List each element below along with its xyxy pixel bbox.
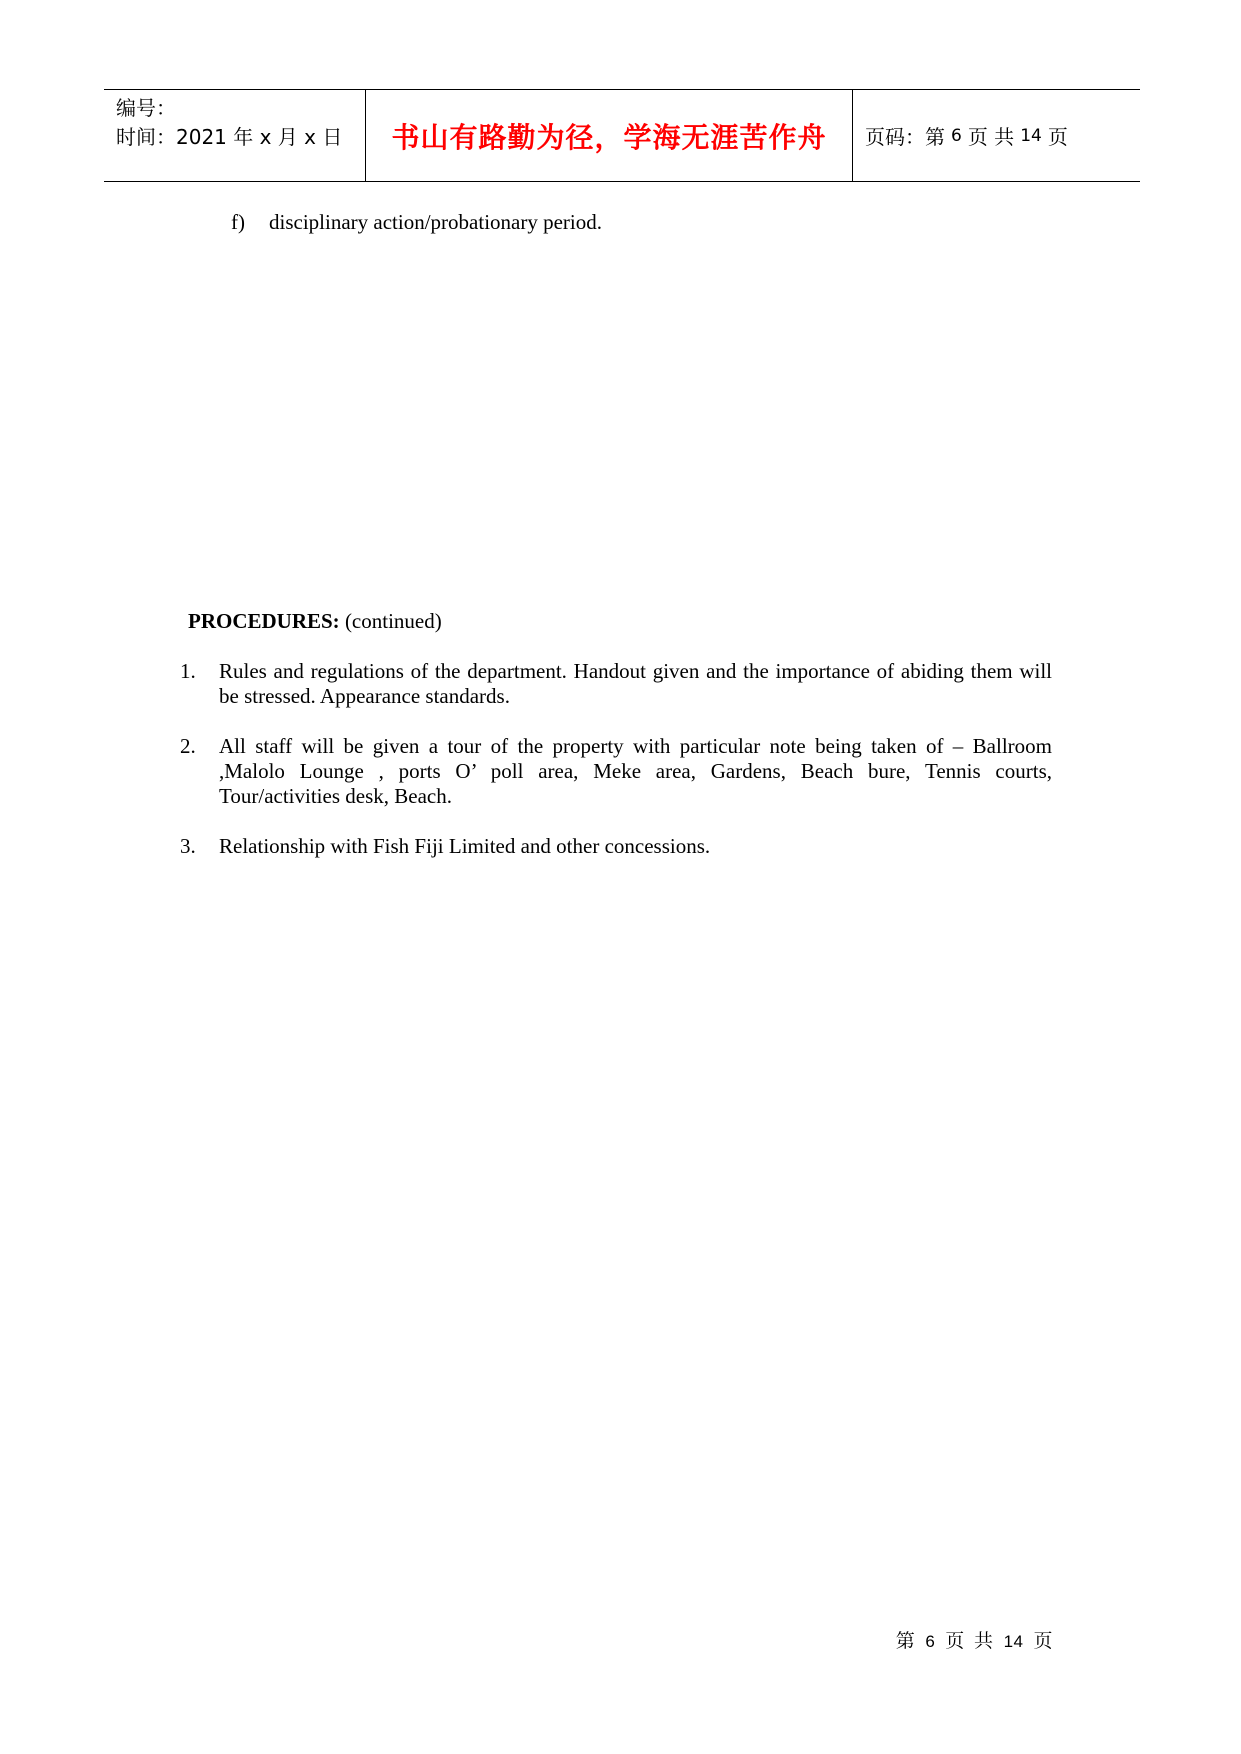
procedures-heading-rest: (continued) bbox=[339, 609, 442, 633]
list-item-marker: f) bbox=[231, 210, 245, 234]
footer-total-number: 14 bbox=[1003, 1632, 1024, 1651]
page-total-number: 14 bbox=[1020, 125, 1042, 146]
list-item-text: disciplinary action/probationary period. bbox=[269, 210, 602, 234]
procedure-text: Rules and regulations of the department. Handout given and the importance of abiding them will be stressed. Appearance standards. bbox=[219, 659, 1052, 708]
procedure-text: All staff will be given a tour of the property with particular note being taken of – Ballroom ,Malolo Lounge , ports O’ poll area, Meke area, Gardens, Beach bure, Tennis courts, Tour/activities desk, Beach. bbox=[219, 734, 1052, 808]
procedure-number: 1. bbox=[180, 659, 196, 683]
header-motto-cell bbox=[366, 90, 853, 181]
footer-mid1: 页 bbox=[945, 1631, 965, 1652]
page-footer bbox=[0, 1626, 1053, 1653]
procedure-text: Relationship with Fish Fiji Limited and other concessions. bbox=[219, 834, 711, 858]
page-prefix: 页码：第 bbox=[865, 125, 945, 149]
procedure-item bbox=[180, 734, 1052, 809]
procedures-list bbox=[180, 659, 1052, 884]
procedures-heading bbox=[188, 609, 442, 634]
footer-current-number: 6 bbox=[925, 1632, 936, 1651]
document-header-table bbox=[104, 89, 1140, 182]
procedure-number: 2. bbox=[180, 734, 196, 758]
page-mid: 页 共 bbox=[967, 125, 1015, 149]
header-meta-cell bbox=[104, 90, 366, 181]
footer-suffix: 页 bbox=[1033, 1631, 1053, 1652]
serial-number-label: 编号： bbox=[116, 96, 176, 120]
header-page-cell bbox=[853, 90, 1140, 181]
footer-mid2: 共 bbox=[974, 1631, 994, 1652]
footer-prefix: 第 bbox=[895, 1631, 916, 1652]
list-item-f bbox=[231, 210, 602, 235]
page-current-number: 6 bbox=[951, 125, 962, 146]
procedures-heading-bold: PROCEDURES: bbox=[188, 609, 340, 633]
procedure-item bbox=[180, 834, 1052, 859]
motto-text: 书山有路勤为径，学海无涯苦作舟 bbox=[391, 120, 827, 154]
page-suffix: 页 bbox=[1047, 125, 1068, 149]
procedure-item bbox=[180, 659, 1052, 709]
procedure-number: 3. bbox=[180, 834, 196, 858]
date-label: 时间：2021 年 x 月 x 日 bbox=[116, 125, 343, 149]
